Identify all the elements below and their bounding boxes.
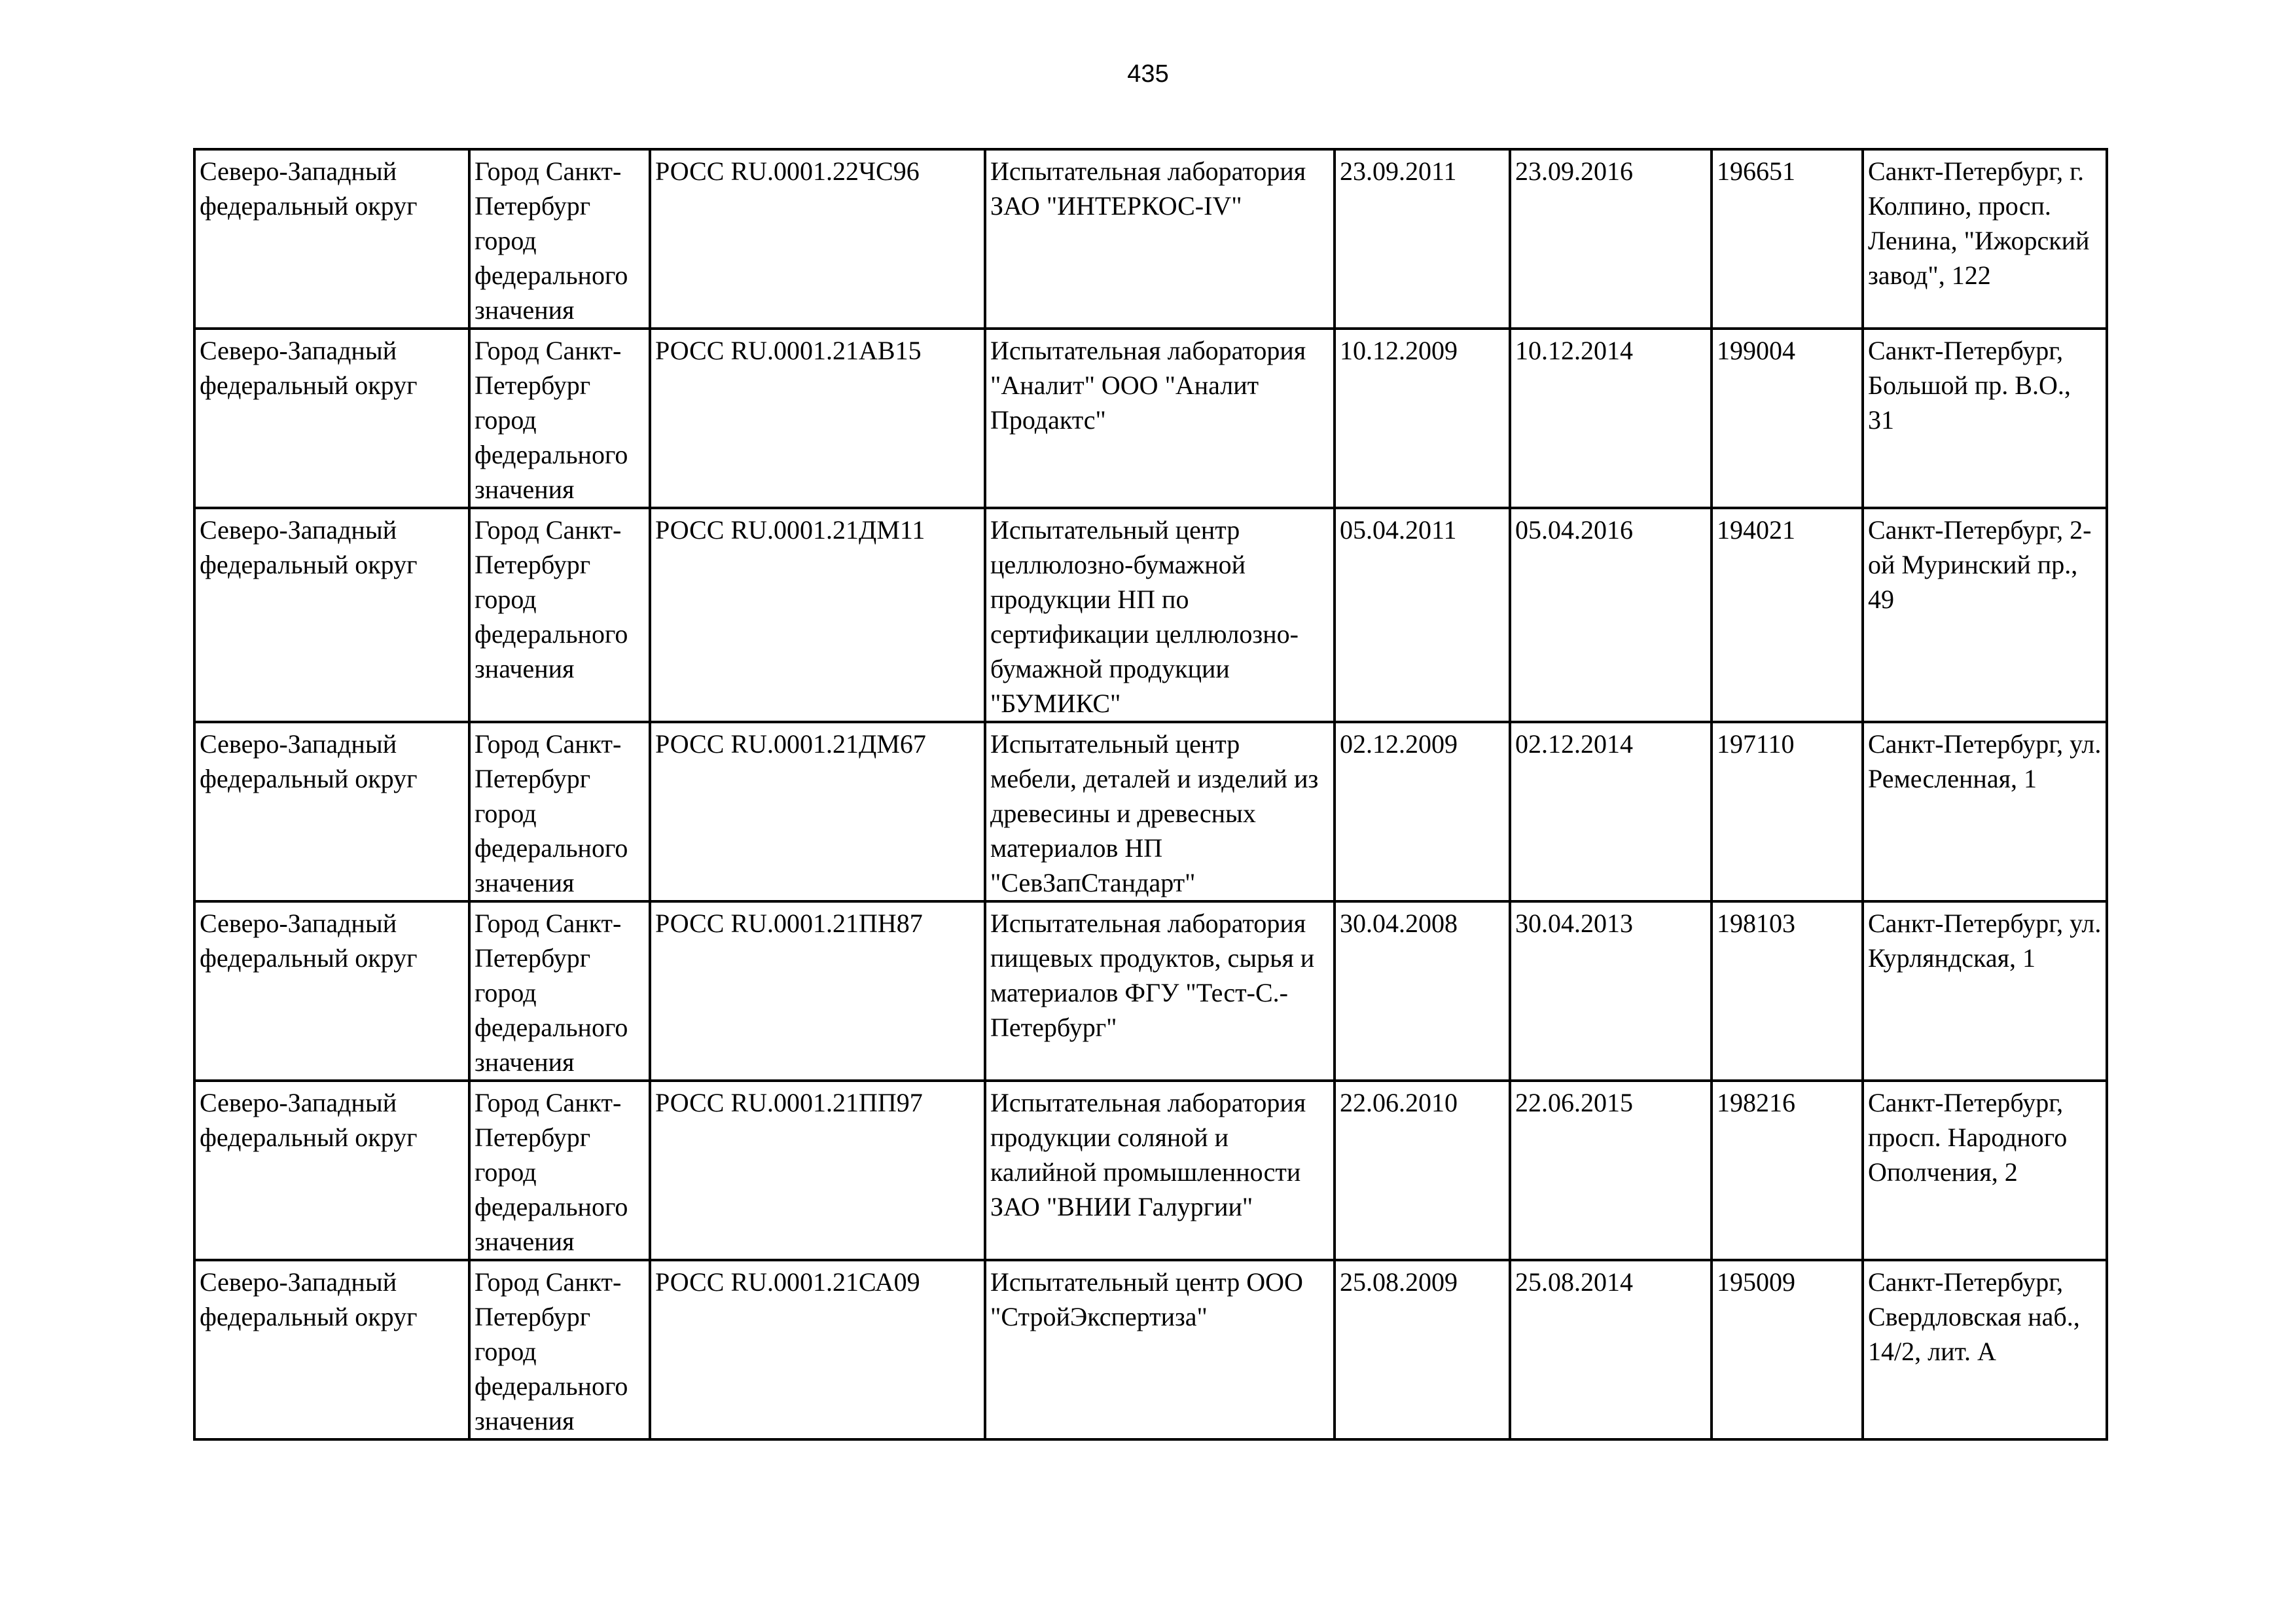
- laboratory-registry-table: [193, 148, 2108, 1441]
- postal-code-cell: 198103: [1712, 901, 1863, 1081]
- date-from-cell: 05.04.2011: [1335, 508, 1510, 722]
- table-row: [194, 149, 2107, 329]
- table-row: [194, 329, 2107, 508]
- postal-code-cell: 198216: [1712, 1081, 1863, 1260]
- certificate-number-cell: РОСС RU.0001.21СА09: [650, 1260, 985, 1439]
- date-to-cell: 22.06.2015: [1510, 1081, 1712, 1260]
- organization-cell: Испытательная лаборатория ЗАО "ИНТЕРКОС-IV": [985, 149, 1335, 329]
- date-from-cell: 10.12.2009: [1335, 329, 1510, 508]
- certificate-number-cell: РОСС RU.0001.21ПН87: [650, 901, 985, 1081]
- address-cell: Санкт-Петербург, Свердловская наб., 14/2, лит. А: [1863, 1260, 2107, 1439]
- date-to-cell: 30.04.2013: [1510, 901, 1712, 1081]
- postal-code-cell: 195009: [1712, 1260, 1863, 1439]
- district-cell: Северо-Западный федеральный округ: [194, 901, 469, 1081]
- organization-cell: Испытательный центр мебели, деталей и изделий из древесины и древесных материалов НП "СевЗапСтандарт": [985, 722, 1335, 901]
- region-cell: Город Санкт-Петербург город федерального значения: [469, 1260, 650, 1439]
- district-cell: Северо-Западный федеральный округ: [194, 149, 469, 329]
- date-from-cell: 02.12.2009: [1335, 722, 1510, 901]
- address-cell: Санкт-Петербург, ул. Ремесленная, 1: [1863, 722, 2107, 901]
- organization-cell: Испытательный центр целлюлозно-бумажной продукции НП по сертификации целлюлозно-бумажной продукции "БУМИКС": [985, 508, 1335, 722]
- date-to-cell: 23.09.2016: [1510, 149, 1712, 329]
- certificate-number-cell: РОСС RU.0001.21ДМ67: [650, 722, 985, 901]
- organization-cell: Испытательная лаборатория продукции соляной и калийной промышленности ЗАО "ВНИИ Галургии": [985, 1081, 1335, 1260]
- date-from-cell: 30.04.2008: [1335, 901, 1510, 1081]
- table-row: [194, 722, 2107, 901]
- page-number: 435: [1127, 60, 1169, 88]
- table-row: [194, 1260, 2107, 1439]
- organization-cell: Испытательный центр ООО "СтройЭкспертиза": [985, 1260, 1335, 1439]
- certificate-number-cell: РОСС RU.0001.21ДМ11: [650, 508, 985, 722]
- date-to-cell: 10.12.2014: [1510, 329, 1712, 508]
- region-cell: Город Санкт-Петербург город федерального значения: [469, 1081, 650, 1260]
- table-row: [194, 1081, 2107, 1260]
- district-cell: Северо-Западный федеральный округ: [194, 1260, 469, 1439]
- date-from-cell: 22.06.2010: [1335, 1081, 1510, 1260]
- postal-code-cell: 197110: [1712, 722, 1863, 901]
- district-cell: Северо-Западный федеральный округ: [194, 722, 469, 901]
- postal-code-cell: 196651: [1712, 149, 1863, 329]
- address-cell: Санкт-Петербург, просп. Народного Ополчения, 2: [1863, 1081, 2107, 1260]
- region-cell: Город Санкт-Петербург город федерального значения: [469, 149, 650, 329]
- postal-code-cell: 199004: [1712, 329, 1863, 508]
- organization-cell: Испытательная лаборатория пищевых продуктов, сырья и материалов ФГУ "Тест-С.-Петербург": [985, 901, 1335, 1081]
- table-row: [194, 508, 2107, 722]
- region-cell: Город Санкт-Петербург город федерального значения: [469, 329, 650, 508]
- certificate-number-cell: РОСС RU.0001.21ПП97: [650, 1081, 985, 1260]
- district-cell: Северо-Западный федеральный округ: [194, 508, 469, 722]
- date-to-cell: 25.08.2014: [1510, 1260, 1712, 1439]
- region-cell: Город Санкт-Петербург город федерального значения: [469, 722, 650, 901]
- address-cell: Санкт-Петербург, Большой пр. В.О., 31: [1863, 329, 2107, 508]
- date-to-cell: 05.04.2016: [1510, 508, 1712, 722]
- address-cell: Санкт-Петербург, г. Колпино, просп. Ленина, "Ижорский завод", 122: [1863, 149, 2107, 329]
- address-cell: Санкт-Петербург, 2-ой Муринский пр., 49: [1863, 508, 2107, 722]
- certificate-number-cell: РОСС RU.0001.22ЧС96: [650, 149, 985, 329]
- date-from-cell: 23.09.2011: [1335, 149, 1510, 329]
- certificate-number-cell: РОСС RU.0001.21АВ15: [650, 329, 985, 508]
- date-to-cell: 02.12.2014: [1510, 722, 1712, 901]
- table-row: [194, 901, 2107, 1081]
- date-from-cell: 25.08.2009: [1335, 1260, 1510, 1439]
- organization-cell: Испытательная лаборатория "Аналит" ООО "Аналит Продактс": [985, 329, 1335, 508]
- address-cell: Санкт-Петербург, ул. Курляндская, 1: [1863, 901, 2107, 1081]
- region-cell: Город Санкт-Петербург город федерального значения: [469, 901, 650, 1081]
- district-cell: Северо-Западный федеральный округ: [194, 1081, 469, 1260]
- district-cell: Северо-Западный федеральный округ: [194, 329, 469, 508]
- postal-code-cell: 194021: [1712, 508, 1863, 722]
- region-cell: Город Санкт-Петербург город федерального значения: [469, 508, 650, 722]
